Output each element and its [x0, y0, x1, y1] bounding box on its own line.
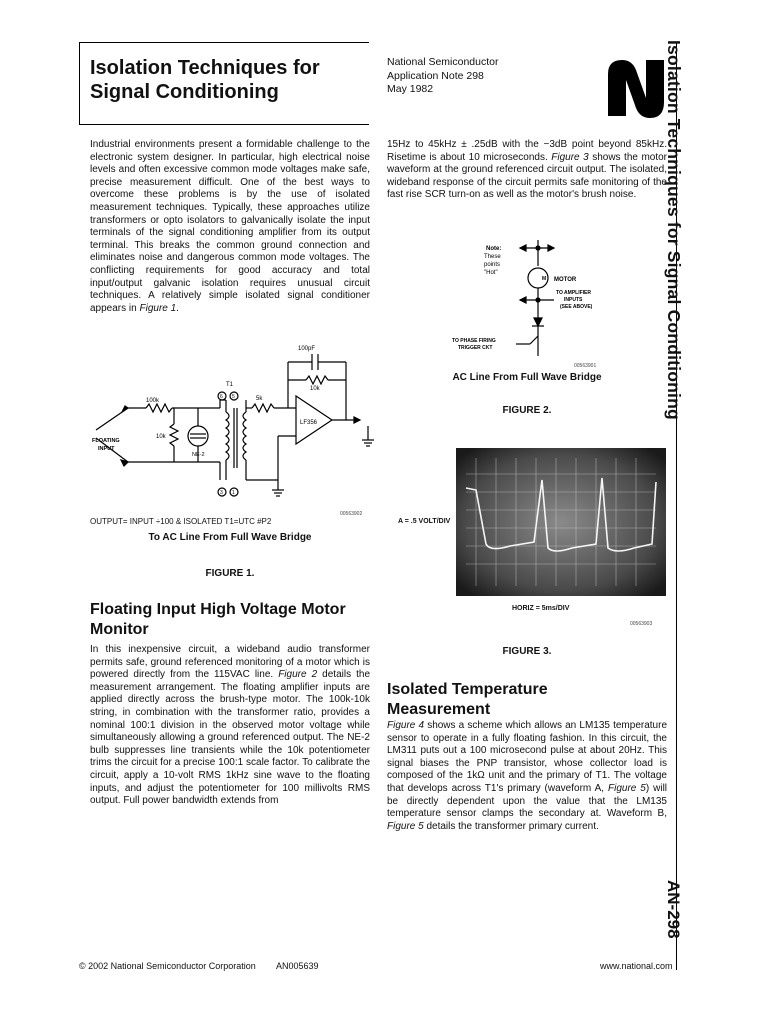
- fig1-label-10k-pot: 10k: [310, 386, 320, 392]
- section1-heading: Floating Input High Voltage Motor Monitor: [90, 601, 346, 638]
- figure4-link[interactable]: Figure 4: [387, 720, 425, 731]
- fig1-note: OUTPUT= INPUT ÷100 & ISOLATED T1=UTC #P2: [90, 517, 272, 526]
- figure3-oscilloscope: [456, 448, 666, 596]
- publisher: National Semiconductor: [387, 56, 499, 68]
- fig2-label: FIGURE 2.: [502, 405, 552, 416]
- fig1-caption: To AC Line From Full Wave Bridge: [148, 532, 312, 543]
- fig2-amp1: TO AMPLIFIER: [556, 290, 591, 296]
- fig2-id: 00563901: [574, 363, 597, 369]
- figure1-link[interactable]: Figure 1: [139, 302, 177, 314]
- section1-text-b: details the measurement arrangement. The floating amplifier inputs are applied directly across the brush-type motor. The 100k-10k string, in combination with the transformer ratio, provides a nominal 100:1 division in the observed motor voltage while simultaneously allowing a ground referenced output. The NE-2 bulb suppresses line transients while the 10k potentiometer trims the circuit for a precise 100:1 scale factor. To calibrate the circuit, apply a 10-volt RMS 1kHz sine wave to the floating inputs, and adjust the potentiometer for 100 millivolts RMS output. Full power bandwidth extends from: [90, 669, 371, 807]
- sidebar-doc-number: AN-298: [664, 880, 683, 939]
- fig1-pin-3: 3: [220, 490, 223, 496]
- fig2-note-l3: points: [484, 262, 501, 268]
- continued-paragraph: [387, 139, 667, 202]
- fig1-label-100k: 100k: [146, 398, 160, 404]
- fig2-note-l4: "Hot": [484, 270, 498, 276]
- fig1-pin-6: 6: [220, 394, 223, 400]
- fig1-label-t1: T1: [226, 382, 234, 388]
- fig1-pin-1: 1: [232, 490, 235, 496]
- fig2-trig2: TRIGGER CKT: [458, 345, 493, 351]
- publish-date: May 1982: [387, 83, 434, 95]
- section2-text-b: ) will be directly dependent upon the value that the LM135 temperature sensor clamps the secondary at. Waveform B,: [387, 782, 668, 820]
- page-title: Isolation Techniques for Signal Conditioning: [90, 57, 320, 103]
- section1-text-a: In this inexpensive circuit, a wideband audio transformer permits safe, ground referenced monitoring of a motor which is powered directly from the 115VAC line.: [90, 644, 370, 681]
- fig1-label: FIGURE 1.: [205, 568, 255, 579]
- fig1-label-floating: FLOATING: [92, 438, 120, 444]
- fig3-label: FIGURE 3.: [502, 646, 552, 657]
- footer-copyright: © 2002 National Semiconductor Corporation: [79, 961, 256, 971]
- fig1-label-ne2: NE-2: [192, 452, 205, 458]
- figure5-link-a[interactable]: Figure 5: [608, 782, 646, 794]
- section1-paragraph: [90, 644, 370, 808]
- publication-info: [387, 56, 537, 97]
- figure2-schematic: [450, 236, 610, 366]
- section2-text-a: shows a scheme which allows an LM135 temperature sensor to operate in a fully floating fashion. In this circuit, the LM311 puts out a 100 microsecond pulse at about 20Hz. This signal biases the PNP transistor, whose collector load is composed of the 1kΩ unit and the primary of T1. The voltage that develops across T1's primary (waveform A,: [387, 720, 668, 794]
- section2-paragraph: [387, 720, 667, 833]
- top-rule: [79, 42, 369, 43]
- footer-url[interactable]: www.national.com: [600, 961, 673, 971]
- footer-code: AN005639: [276, 961, 319, 971]
- left-rule: [79, 42, 80, 124]
- fig3-vdiv-label: A = .5 VOLT/DIV: [398, 518, 451, 525]
- fig3-id: 00563903: [630, 621, 653, 627]
- fig1-label-input: INPUT: [98, 446, 115, 452]
- sidebar-title: Isolation Techniques for Signal Conditioning: [664, 40, 684, 420]
- continued-text-b: shows the motor waveform at the ground referenced circuit output. The isolated, wideband response of the circuit permits safe monitoring of the fast rise SCR turn-on as well as the motor's brush noise.: [387, 151, 668, 201]
- title-rule: [79, 124, 369, 125]
- fig1-label-10k: 10k: [156, 434, 166, 440]
- figure5-link-b[interactable]: Figure 5: [387, 820, 424, 832]
- fig1-pin-5: 5: [232, 394, 235, 400]
- continued-text-a: 15Hz to 45kHz ± .25dB with the −3dB point beyond 85kHz. Risetime is about 10 microseconds.: [387, 139, 667, 163]
- fig2-motor: MOTOR: [554, 277, 577, 283]
- figure3-link[interactable]: Figure 3: [551, 151, 589, 163]
- national-logo: [602, 54, 670, 124]
- figure2-link[interactable]: Figure 2: [278, 669, 318, 681]
- fig1-label-5k: 5k: [256, 396, 263, 402]
- intro-paragraph: Industrial environments present a formidable challenge to the electronic system designer. In particular, high electrical noise levels and often excessive common mode voltages make safe, precise measurement difficult. One of the best ways to overcome these problems is by the use of isolated measurement techniques. Typically, these approaches utilize transformers or opto isolators to galvanically isolate the input terminals of the signal conditioning amplifier from its output terminal. This breaks the common ground connection and eliminates noise and dangerous common mode voltages. The conflicting requirements for good accuracy and total input/output galvanic isolation requires unusual circuit techniques. A relatively simple isolated signal conditioner appears in Figure 1.: [90, 139, 370, 314]
- intro-text: Industrial environments present a formidable challenge to the electronic system designer. In particular, high electrical noise levels and often excessive common mode voltages make safe, precise measurement difficult. One of the best ways to overcome these problems is by the use of isolated measurement techniques. Typically, these approaches utilize transformers or opto isolators to galvanically isolate the input terminals of the signal conditioning amplifier from its output terminal. This breaks the common ground connection and eliminates noise and dangerous common mode voltages. The conflicting requirements for good accuracy and total input/output galvanic isolation requires unusual circuit techniques. A relatively simple isolated signal conditioner appears in: [90, 139, 370, 314]
- fig3-hdiv-label: HORIZ = 5ms/DIV: [512, 605, 570, 612]
- section2-heading: Isolated Temperature Measurement: [387, 681, 548, 718]
- fig2-note-l2: These: [484, 254, 501, 260]
- fig2-trig1: TO PHASE FIRING: [452, 338, 496, 344]
- app-note-number: Application Note 298: [387, 69, 484, 82]
- fig1-label-100pf: 100pF: [298, 346, 316, 352]
- section2-text-c: details the transformer primary current.: [426, 820, 599, 832]
- fig2-note: Note:: [486, 246, 502, 252]
- fig2-amp2: INPUTS: [564, 297, 583, 303]
- fig2-caption: AC Line From Full Wave Bridge: [452, 372, 602, 383]
- figure1-schematic: [88, 340, 378, 520]
- fig1-label-lf356: LF356: [300, 420, 318, 426]
- fig2-motor-symbol: M: [542, 276, 547, 282]
- fig1-id: 00563902: [340, 511, 363, 517]
- fig2-amp3: (SEE ABOVE): [560, 304, 593, 310]
